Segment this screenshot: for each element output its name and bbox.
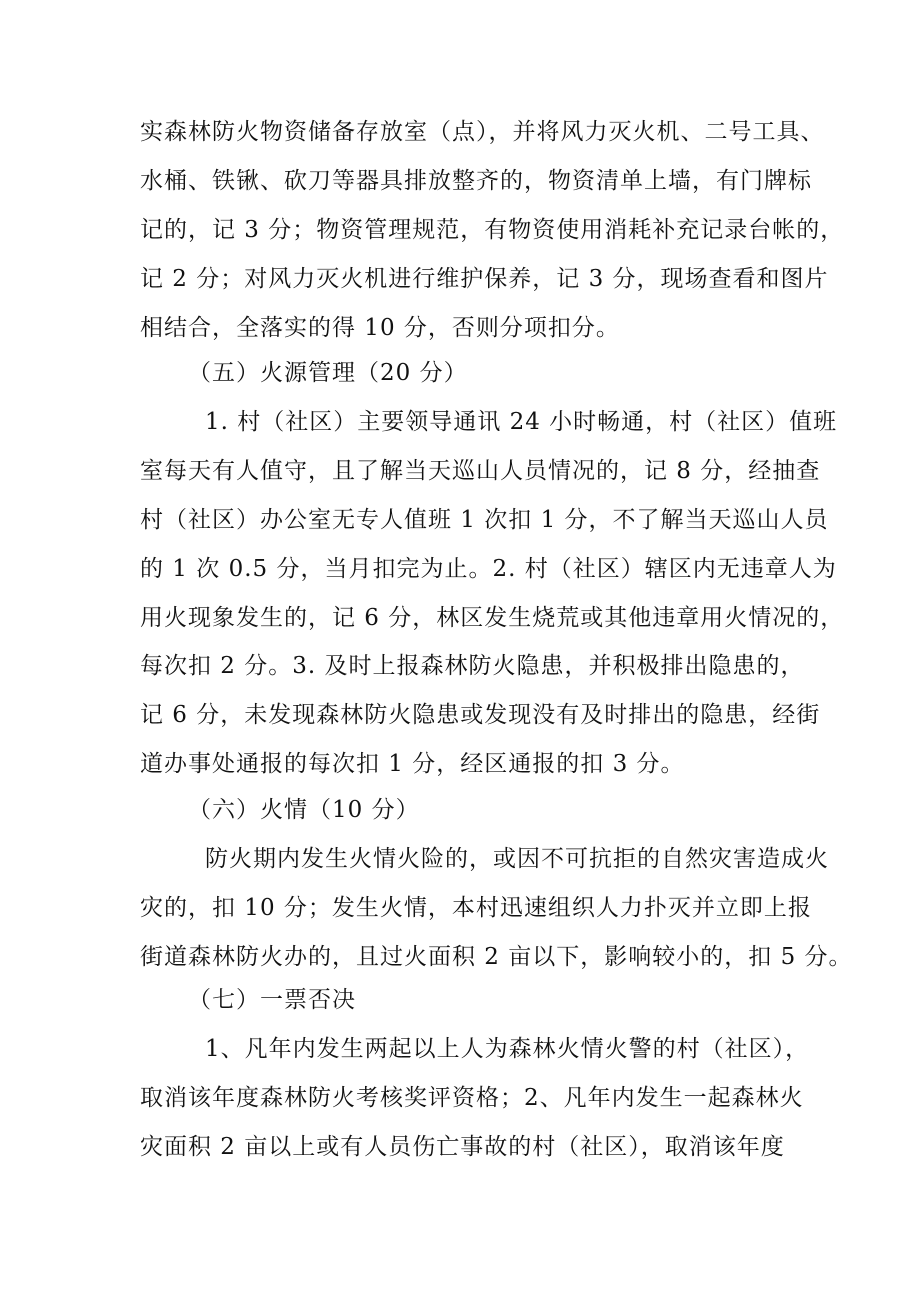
text-line: 村（社区）办公室无专人值班 1 次扣 1 分，不了解当天巡山人员 — [140, 507, 829, 533]
text-line: 每次扣 2 分。3. 及时上报森林防火隐患，并积极排出隐患的， — [140, 653, 805, 679]
text-line: 街道森林防火办的，且过火面积 2 亩以下，影响较小的，扣 5 分。 — [140, 944, 853, 970]
section-heading: （七）一票否决 — [188, 987, 356, 1013]
section-heading: （六）火情（10 分） — [188, 797, 420, 823]
text-line: 灾的，扣 10 分；发生火情，本村迅速组织人力扑灭并立即上报 — [140, 895, 812, 921]
text-line: 灾面积 2 亩以上或有人员伤亡事故的村（社区），取消该年度 — [140, 1134, 785, 1160]
text-line: 1. 村（社区）主要领导通讯 24 小时畅通，村（社区）值班 — [205, 409, 838, 435]
text-line: 的 1 次 0.5 分，当月扣完为止。2. 村（社区）辖区内无违章人为 — [140, 556, 837, 582]
text-line: 1、凡年内发生两起以上人为森林火情火警的村（社区）， — [205, 1036, 810, 1062]
text-line: 室每天有人值守，且了解当天巡山人员情况的，记 8 分，经抽查 — [140, 458, 821, 484]
section-heading: （五）火源管理（20 分） — [188, 360, 468, 386]
text-line: 用火现象发生的，记 6 分，林区发生烧荒或其他违章用火情况的， — [140, 605, 845, 631]
text-line: 水桶、铁锹、砍刀等器具排放整齐的，物资清单上墙，有门牌标 — [140, 168, 812, 194]
text-line: 记 6 分，未发现森林防火隐患或发现没有及时排出的隐患，经街 — [140, 702, 821, 728]
text-line: 防火期内发生火情火险的，或因不可抗拒的自然灾害造成火 — [205, 846, 829, 872]
text-line: 记 2 分；对风力灭火机进行维护保养，记 3 分，现场查看和图片 — [140, 266, 829, 292]
text-line: 相结合，全落实的得 10 分，否则分项扣分。 — [140, 315, 620, 341]
text-line: 道办事处通报的每次扣 1 分，经区通报的扣 3 分。 — [140, 751, 685, 777]
text-line: 实森林防火物资储备存放室（点），并将风力灭火机、二号工具、 — [140, 119, 825, 145]
text-line: 记的，记 3 分；物资管理规范，有物资使用消耗补充记录台帐的， — [140, 217, 845, 243]
text-line: 取消该年度森林防火考核奖评资格；2、凡年内发生一起森林火 — [140, 1085, 804, 1111]
